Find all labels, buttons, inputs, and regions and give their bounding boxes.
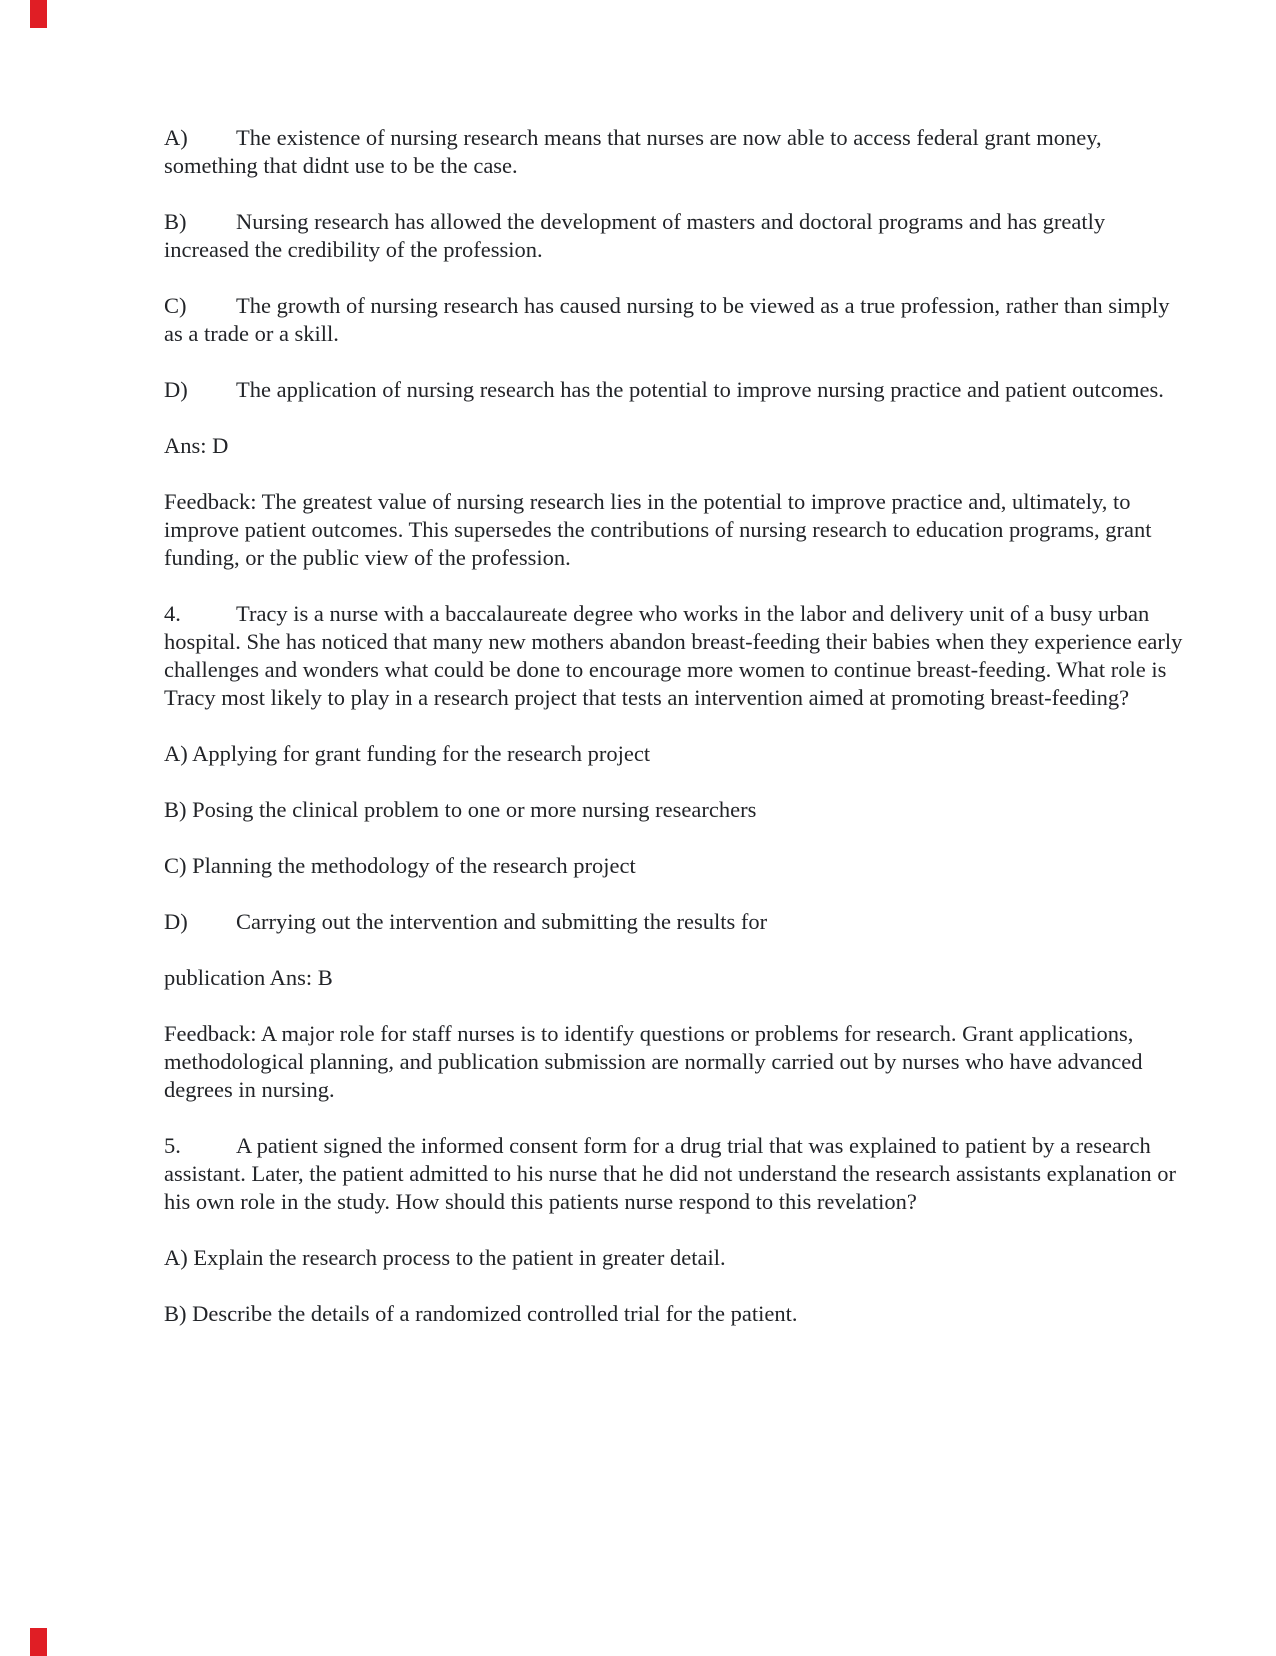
paragraph <box>164 1132 1184 1216</box>
paragraph-text: Feedback: The greatest value of nursing research lies in the potential to improve practice and, ultimately, to improve patient outcomes. This supersedes the contributions of nursing research to education programs, grant funding, or the public view of the profession. <box>164 489 1152 570</box>
red-edge-marker-top <box>30 0 47 28</box>
paragraph-label: A) <box>164 125 188 150</box>
paragraph <box>164 376 1184 404</box>
paragraph-text: Ans: D <box>164 433 229 458</box>
red-edge-marker-bottom <box>30 1628 47 1656</box>
paragraph <box>164 1300 1184 1328</box>
paragraph-label: D) <box>164 909 188 934</box>
paragraph-label: B) <box>164 209 187 234</box>
paragraph-text: The existence of nursing research means that nurses are now able to access federal grant money, something that didnt use to be the case. <box>164 125 1102 178</box>
paragraph-text: A) Applying for grant funding for the research project <box>164 741 651 766</box>
paragraph <box>164 124 1184 180</box>
paragraph <box>164 1244 1184 1272</box>
paragraph <box>164 488 1184 572</box>
paragraph-text: publication Ans: B <box>164 965 333 990</box>
paragraph <box>164 740 1184 768</box>
paragraph-text: Carrying out the intervention and submitting the results for <box>236 909 768 934</box>
paragraph-label: D) <box>164 377 188 402</box>
paragraph <box>164 796 1184 824</box>
paragraph-text: The application of nursing research has the potential to improve nursing practice and patient outcomes. <box>236 377 1164 402</box>
paragraph <box>164 600 1184 712</box>
paragraph-text: Tracy is a nurse with a baccalaureate degree who works in the labor and delivery unit of a busy urban hospital. She has noticed that many new mothers abandon breast-feeding their babies when they experience early challenges and wonders what could be done to encourage more women to continue breast-feeding. What role is Tracy most likely to play in a research project that tests an intervention aimed at promoting breast-feeding? <box>164 601 1183 710</box>
paragraph-text: A patient signed the informed consent form for a drug trial that was explained to patient by a research assistant. Later, the patient admitted to his nurse that he did not understand the research assistants explanation or his own role in the study. How should this patients nurse respond to this revelation? <box>164 1133 1176 1214</box>
paragraph-label: 5. <box>164 1133 181 1158</box>
paragraph-label: C) <box>164 293 187 318</box>
paragraph-text: C) Planning the methodology of the research project <box>164 853 636 878</box>
paragraph-text: Nursing research has allowed the development of masters and doctoral programs and has greatly increased the credibility of the profession. <box>164 209 1106 262</box>
paragraph <box>164 292 1184 348</box>
paragraph-label: 4. <box>164 601 181 626</box>
paragraph <box>164 964 1184 992</box>
paragraph-text: Feedback: A major role for staff nurses is to identify questions or problems for research. Grant applications, methodological planning, and publication submission are normally carried out by nurses who have advanced degrees in nursing. <box>164 1021 1143 1102</box>
paragraph-text: B) Posing the clinical problem to one or more nursing researchers <box>164 797 757 822</box>
paragraph <box>164 852 1184 880</box>
paragraph <box>164 908 1184 936</box>
paragraph <box>164 1020 1184 1104</box>
paragraph-text: A) Explain the research process to the patient in greater detail. <box>164 1245 726 1270</box>
paragraph-text: B) Describe the details of a randomized controlled trial for the patient. <box>164 1301 798 1326</box>
paragraph <box>164 432 1184 460</box>
document-body <box>164 124 1184 1356</box>
paragraph <box>164 208 1184 264</box>
paragraph-text: The growth of nursing research has caused nursing to be viewed as a true profession, rather than simply as a trade or a skill. <box>164 293 1170 346</box>
